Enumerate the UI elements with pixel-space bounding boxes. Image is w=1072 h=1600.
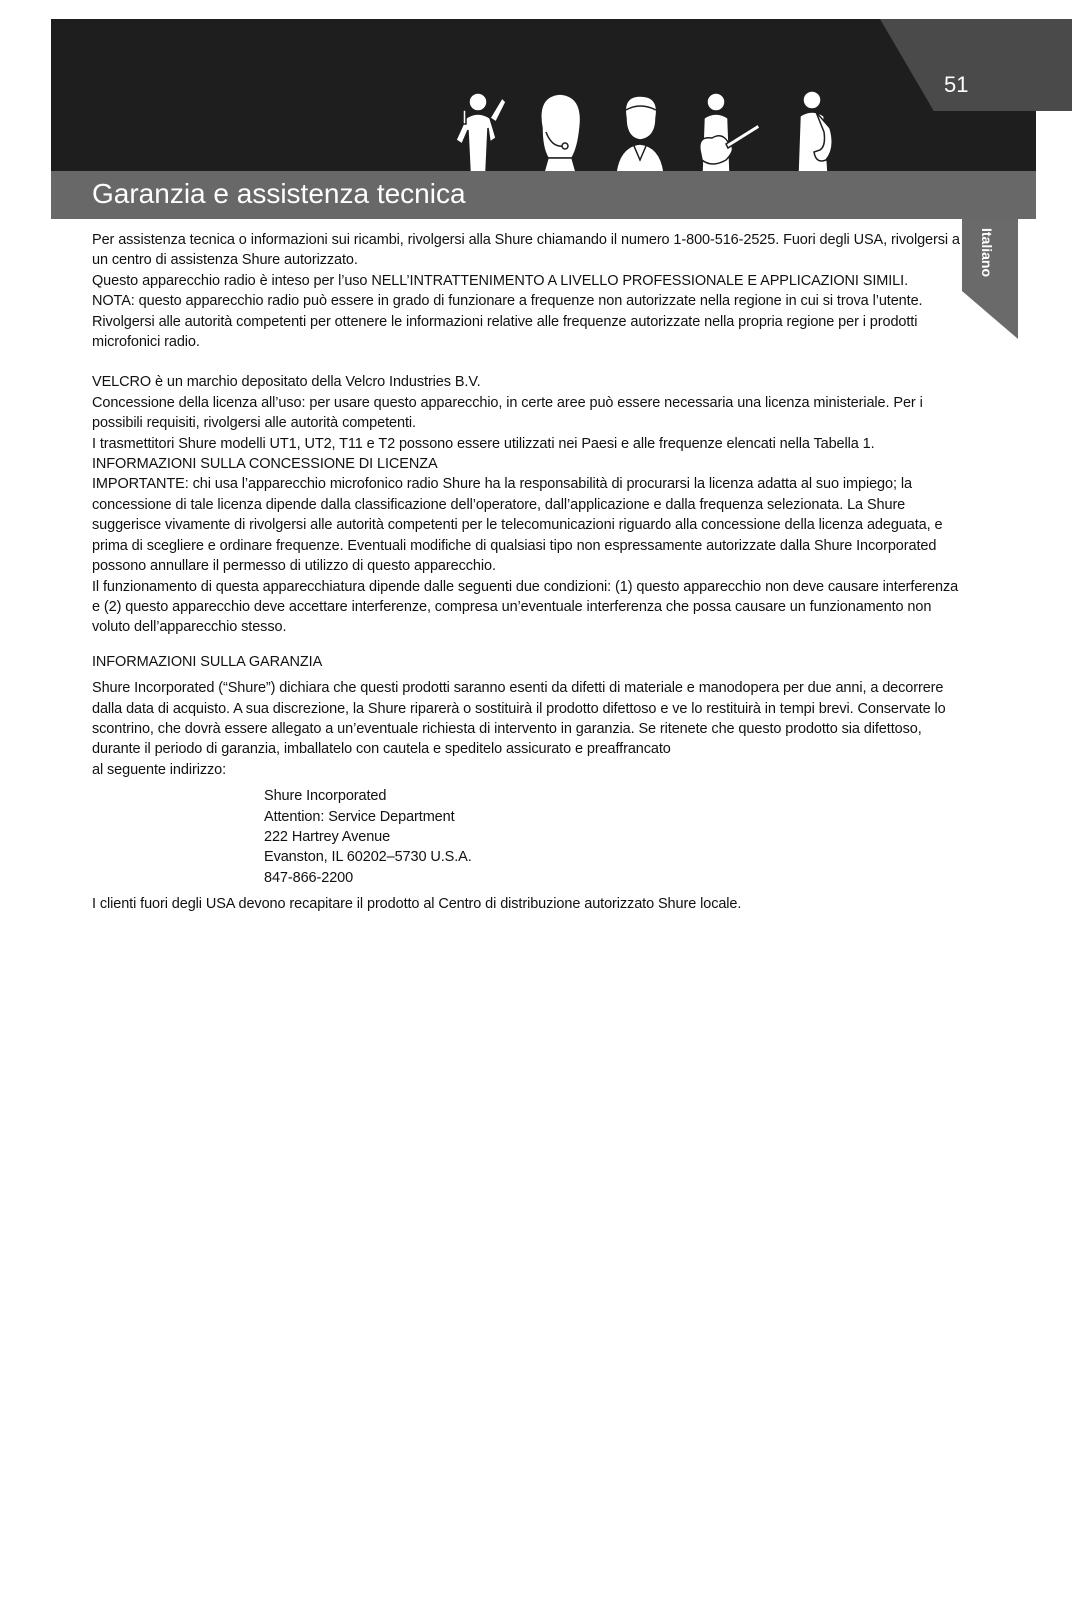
guitarist-icon: [692, 88, 762, 172]
speaker-person-icon: [612, 88, 668, 172]
headset-performer-icon: [532, 88, 588, 172]
page-title: Garanzia e assistenza tecnica: [92, 178, 466, 209]
language-tab-label: Italiano: [979, 228, 995, 278]
heading-license-info: INFORMAZIONI SULLA CONCESSIONE DI LICENZA: [92, 456, 438, 473]
paragraph-address-intro: al seguente indirizzo:: [92, 761, 227, 778]
service-address: [264, 786, 962, 888]
paragraph-warranty: Shure Incorporated (“Shure”) dichiara che questi prodotti saranno esenti da difetti di materiale e manodopera per due anni, a decorrere dalla data di acquisto. A sua discrezione, la Shure riparerà o sostituirà il prodotto difettoso e ve lo restituirà in tempi brevi. Conservate lo scontrino, che dovrà essere allegato a un’eventuale richiesta di intervento in garanzia. Se ritenete che questo prodotto sia difettoso, durante il periodo di garanzia, imballatelo con cautela e speditelo assicurato e preaffrancato: [92, 680, 946, 758]
performer-icons: [452, 88, 842, 172]
address-line: Evanston, IL 60202–5730 U.S.A.: [264, 849, 472, 866]
paragraph-usage: Questo apparecchio radio è inteso per l’uso NELL’INTRATTENIMENTO A LIVELLO PROFESSIONALE E APPLICAZIONI SIMILI.: [92, 272, 909, 289]
paragraph-international: I clienti fuori degli USA devono recapitare il prodotto al Centro di distribuzione autorizzato Shure locale.: [92, 896, 742, 913]
paragraph-transmitters: I trasmettitori Shure modelli UT1, UT2, T11 e T2 possono essere utilizzati nei Paesi e alle frequenze elencati nella Tabella 1.: [92, 435, 875, 452]
paragraph-velcro: VELCRO è un marchio depositato della Velcro Industries B.V.: [92, 374, 481, 391]
heading-warranty: INFORMAZIONI SULLA GARANZIA: [92, 653, 323, 670]
paragraph-support: Per assistenza tecnica o informazioni sui ricambi, rivolgersi alla Shure chiamando il numero 1-800-516-2525. Fuori degli USA, rivolgersi a un centro di assistenza Shure autorizzato.: [92, 232, 960, 269]
singer-icon: [452, 88, 508, 172]
address-line: Attention: Service Department: [264, 808, 455, 825]
saxophonist-icon: [786, 88, 842, 172]
document-body: [92, 230, 962, 915]
paragraph-conditions: Il funzionamento di questa apparecchiatura dipende dalle seguenti due condizioni: (1) questo apparecchio non deve causare interferenza e (2) questo apparecchio deve accettare interferenze, compresa un’eventuale interferenza che possa causare un funzionamento non voluto dell’apparecchio stesso.: [92, 578, 959, 636]
address-phone: 847-866-2200: [264, 869, 354, 886]
address-line: Shure Incorporated: [264, 788, 387, 805]
paragraph-important: IMPORTANTE: chi usa l’apparecchio microfonico radio Shure ha la responsabilità di procurarsi la licenza adatta al suo impiego; la concessione di tale licenza dipende dalla classificazione dell’operatore, dall’applicazione e dalla frequenza selezionata. La Shure suggerisce vivamente di rivolgersi alle autorità competenti per le telecomunicazioni riguardo alla concessione della licenza adeguata, e prima di scegliere e ordinare frequenze. Eventuali modifiche di qualsiasi tipo non espressamente autorizzate dalla Shure Incorporated possono annullare il permesso di utilizzo di questo apparecchio.: [92, 476, 943, 575]
paragraph-license: Concessione della licenza all’uso: per usare questo apparecchio, in certe aree può essere necessaria una licenza ministeriale. Per i possibili requisiti, rivolgersi alle autorità competenti.: [92, 394, 923, 432]
address-line: 222 Hartrey Avenue: [264, 828, 391, 845]
page-number: 51: [944, 72, 969, 97]
paragraph-note: NOTA: questo apparecchio radio può essere in grado di funzionare a frequenze non autorizzate nella regione in cui si trova l’utente. Rivolgersi alle autorità competenti per ottenere le informazioni relative alle frequenze autorizzate nella propria regione per i prodotti microfonici radio.: [92, 293, 923, 351]
